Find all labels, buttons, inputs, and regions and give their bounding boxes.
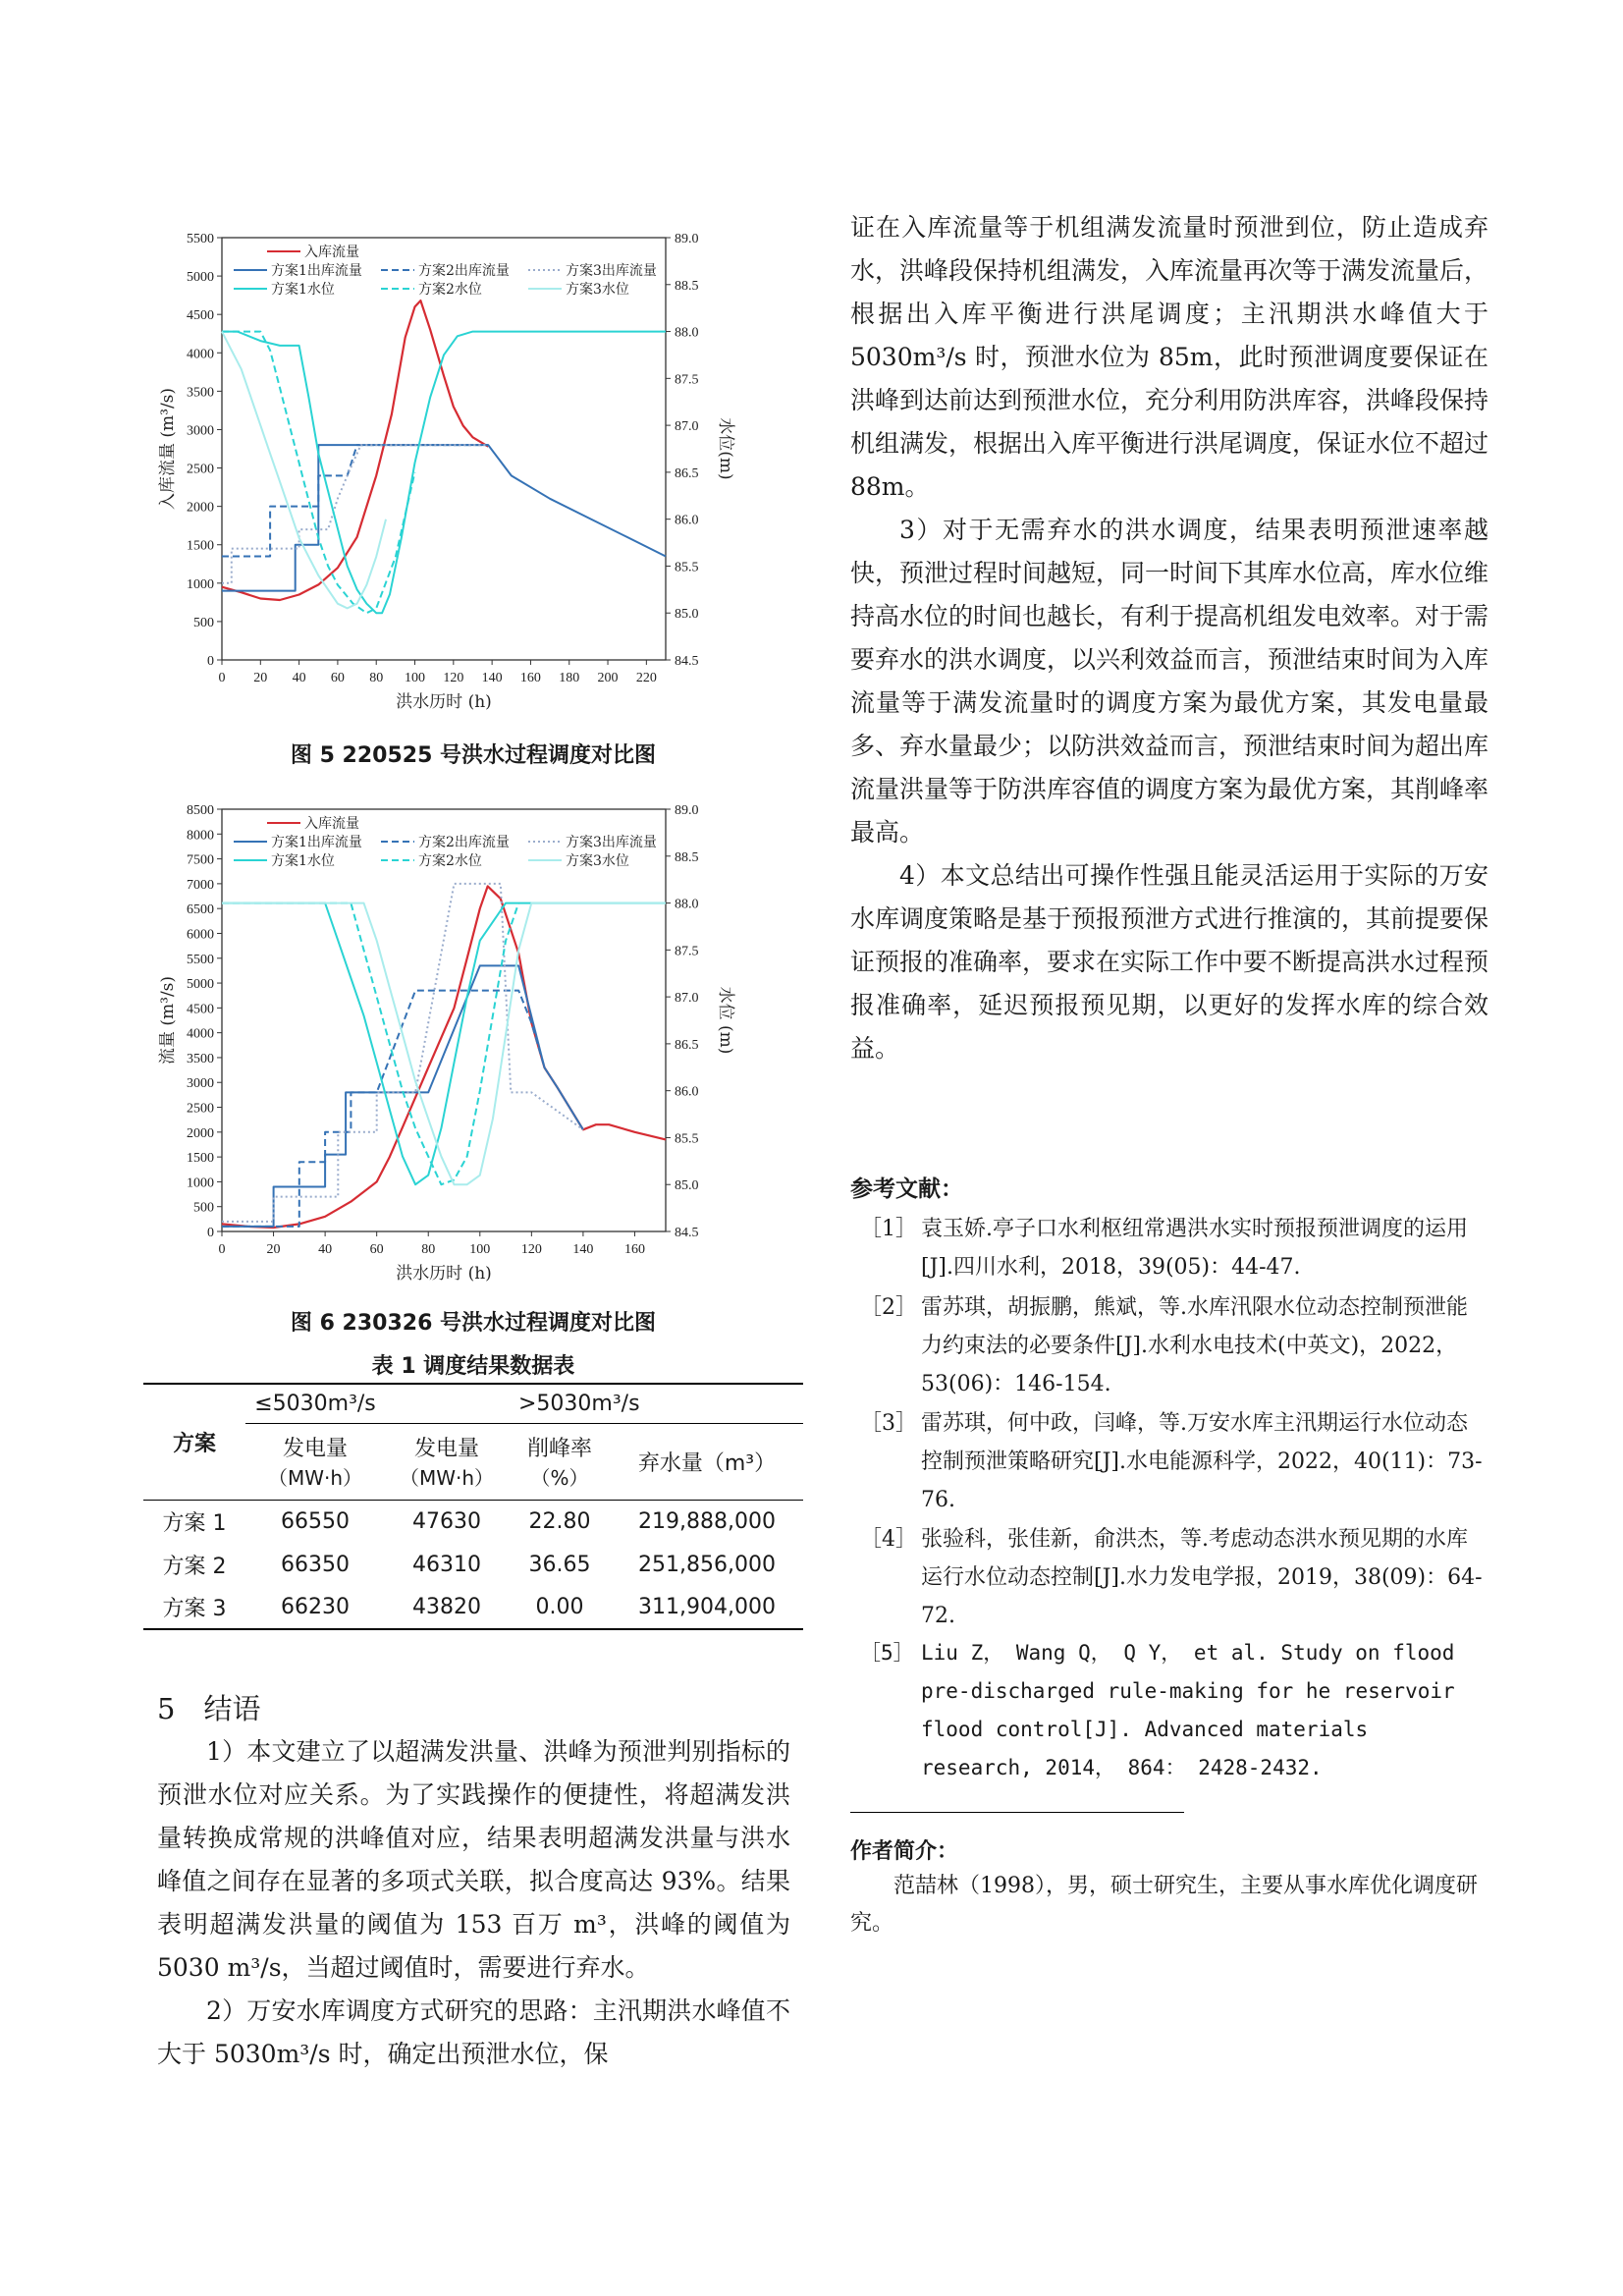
y2-tick-label: 89.0 xyxy=(675,803,699,818)
y2-tick-label: 84.5 xyxy=(675,654,699,669)
y2-tick-label: 87.5 xyxy=(675,372,699,388)
reference-text: 雷苏琪，胡振鹏，熊斌，等.水库汛限水位动态控制预泄能力约束法的必要条件[J].水利水电技术(中英文)，2022，53(06)：146-154. xyxy=(921,1295,1468,1396)
table-header-spill: 弃水量（m³） xyxy=(611,1423,803,1500)
section-5-paragraph-1: 1）本文建立了以超满发洪量、洪峰为预泄判别指标的预泄水位对应关系。为了实践操作的便捷性，将超满发洪量转换成常规的洪峰值对应，结果表明超满发洪量与洪水峰值之间存在显著的多项式关联，拟合度高达 93%。结果表明超满发洪量的阈值为 153 百万 m³，洪峰的阈值为 5030 m³/s，当超过阈值时，需要进行弃水。 xyxy=(157,1737,790,1982)
y2-tick-label: 88.0 xyxy=(675,325,699,341)
legend-label: 方案1出库流量 xyxy=(271,835,362,850)
x-tick-label: 80 xyxy=(421,1242,436,1257)
table-header-power1: 发电量 xyxy=(282,1437,348,1461)
conclusion-paragraph-3: 3）对于无需弃水的洪水调度，结果表明预泄速率越快，预泄过程时间越短，同一时间下其库水位高，库水位维持高水位的时间也越长，有利于提高机组发电效率。对于需要弃水的洪水调度，以兴利效益而言，预泄结束时间为入库流量等于满发流量时的调度方案为最优方案，其发电量最多、弃水量最少；以防洪效益而言，预泄结束时间为超出库流量洪量等于防洪库容值的调度方案为最优方案，其削峰率最高。 xyxy=(850,516,1489,847)
y-axis-label: 流量 (m³/s) xyxy=(158,975,178,1066)
legend-label: 方案3水位 xyxy=(566,853,629,869)
reference-number: ［3］ xyxy=(860,1411,917,1436)
x-tick-label: 100 xyxy=(469,1242,491,1257)
table-cell-scheme: 方案 2 xyxy=(162,1554,227,1579)
y-tick-label: 500 xyxy=(193,615,214,630)
reference-number: ［1］ xyxy=(860,1217,917,1241)
table-header-power2: 发电量 xyxy=(413,1437,479,1461)
table-row xyxy=(143,1586,803,1629)
table-cell-spill: 219,888,000 xyxy=(611,1500,803,1543)
figure-6-caption: 图 6 230326 号洪水过程调度对比图 xyxy=(290,1311,657,1336)
table-header-power2-unit: （MW·h） xyxy=(399,1466,495,1490)
series-line-2 xyxy=(222,965,583,1227)
table-row xyxy=(143,1500,803,1543)
series-line-7 xyxy=(222,903,666,1185)
conclusion-paragraph-4: 4）本文总结出可操作性强且能灵活运用于实际的万安水库调度策略是基于预报预泄方式进行推演的，其前提要保证预报的准确率，要求在实际工作中要不断提高洪水过程预报准确率，延迟预报预见期，以更好的发挥水库的综合效益。 xyxy=(850,861,1489,1063)
series-line-2 xyxy=(222,445,666,590)
section-5-paragraph-2: 2）万安水库调度方式研究的思路：主汛期洪水峰值不大于 5030m³/s 时，确定出预泄水位，保 xyxy=(157,1996,790,2068)
y-tick-label: 3500 xyxy=(187,385,214,401)
legend-label: 方案2水位 xyxy=(418,282,482,298)
legend-label: 入库流量 xyxy=(304,816,359,832)
reference-number: ［4］ xyxy=(860,1527,917,1552)
reference-item xyxy=(850,1404,1488,1519)
table-header-scheme: 方案 xyxy=(143,1384,245,1500)
legend-label: 方案1水位 xyxy=(271,853,335,869)
right-column-body xyxy=(850,206,1488,1070)
x-tick-label: 20 xyxy=(253,671,268,685)
y2-tick-label: 89.0 xyxy=(675,232,699,246)
section-5-body xyxy=(157,1730,790,2076)
y-tick-label: 4500 xyxy=(187,308,214,324)
x-axis-label: 洪水历时 (h) xyxy=(396,692,492,712)
legend-label: 方案2水位 xyxy=(418,853,482,869)
table-cell-power1: 66350 xyxy=(281,1552,350,1577)
y-tick-label: 5000 xyxy=(187,270,214,286)
plot-frame xyxy=(222,809,666,1231)
table-header-peak-unit: （%） xyxy=(530,1466,589,1490)
x-tick-label: 0 xyxy=(218,671,226,685)
series-line-3 xyxy=(222,991,545,1227)
y-tick-label: 1000 xyxy=(187,576,214,592)
y-tick-label: 0 xyxy=(207,654,214,669)
y-axis-label: 入库流量 (m³/s) xyxy=(158,387,178,511)
reference-number: ［2］ xyxy=(860,1295,917,1320)
x-tick-label: 40 xyxy=(292,671,306,685)
reference-text: Liu Z， Wang Q， Q Y， et al. Study on flood pre-discharged rule-making for he reservoir flood control[J]. Advanced materials research, 2014， 864： 2428-2432. xyxy=(921,1641,1455,1779)
y-tick-label: 1500 xyxy=(187,538,214,554)
table-header-power1-unit: （MW·h） xyxy=(267,1466,363,1490)
y-tick-label: 8000 xyxy=(187,828,214,844)
y-tick-label: 6500 xyxy=(187,902,214,918)
reference-text: 张验科，张佳新，俞洪杰，等.考虑动态洪水预见期的水库运行水位动态控制[J].水力发电学报，2019，38(09)：64-72. xyxy=(921,1527,1483,1628)
table-cell-scheme: 方案 1 xyxy=(143,1500,245,1543)
legend-label: 方案1出库流量 xyxy=(271,263,362,279)
x-tick-label: 100 xyxy=(405,671,426,685)
y2-tick-label: 85.5 xyxy=(675,1131,699,1147)
y-tick-label: 4500 xyxy=(187,1002,214,1017)
y-tick-label: 3500 xyxy=(187,1051,214,1066)
reference-item xyxy=(850,1210,1488,1286)
y2-tick-label: 87.0 xyxy=(675,991,699,1007)
table-cell-power2: 43820 xyxy=(385,1586,509,1629)
table-cell-spill: 311,904,000 xyxy=(611,1586,803,1629)
y-tick-label: 3000 xyxy=(187,1076,214,1092)
legend-label: 方案2出库流量 xyxy=(418,263,510,279)
x-tick-label: 160 xyxy=(623,1242,645,1257)
y2-axis-label: 水位 (m) xyxy=(716,986,735,1055)
y-tick-label: 7500 xyxy=(187,852,214,868)
y-tick-label: 3000 xyxy=(187,423,214,439)
table-cell-scheme: 方案 3 xyxy=(143,1586,245,1629)
y2-tick-label: 88.0 xyxy=(675,897,699,912)
series-line-5 xyxy=(222,903,666,1185)
y-tick-label: 1000 xyxy=(187,1175,214,1191)
y-tick-label: 5500 xyxy=(187,232,214,246)
reference-item xyxy=(850,1520,1488,1635)
figure-6 xyxy=(157,797,746,1288)
x-tick-label: 200 xyxy=(597,671,619,685)
y2-tick-label: 86.5 xyxy=(675,1037,699,1053)
y-tick-label: 7000 xyxy=(187,877,214,893)
y2-tick-label: 85.0 xyxy=(675,1178,699,1194)
y2-tick-label: 87.0 xyxy=(675,419,699,435)
x-tick-label: 140 xyxy=(481,671,503,685)
x-tick-label: 20 xyxy=(266,1242,281,1257)
x-tick-label: 80 xyxy=(369,671,384,685)
legend-label: 方案3出库流量 xyxy=(566,835,657,850)
y-tick-label: 8500 xyxy=(187,803,214,818)
x-tick-label: 60 xyxy=(369,1242,384,1257)
x-tick-label: 180 xyxy=(559,671,580,685)
y-tick-label: 2000 xyxy=(187,1125,214,1141)
legend-label: 方案2出库流量 xyxy=(418,835,510,850)
y-tick-label: 2500 xyxy=(187,1101,214,1117)
section-5-heading: 5 结语 xyxy=(157,1692,261,1725)
table-cell-peak: 22.80 xyxy=(509,1500,611,1543)
references-title: 参考文献： xyxy=(850,1176,963,1202)
y-tick-label: 5500 xyxy=(187,952,214,967)
table-cell-peak: 0.00 xyxy=(509,1586,611,1629)
y2-tick-label: 85.0 xyxy=(675,607,699,623)
y-tick-label: 4000 xyxy=(187,1026,214,1042)
y2-tick-label: 84.5 xyxy=(675,1226,699,1240)
reference-number: ［5］ xyxy=(860,1641,914,1665)
x-tick-label: 220 xyxy=(635,671,657,685)
author-divider xyxy=(850,1812,1184,1813)
y2-tick-label: 86.0 xyxy=(675,513,699,528)
y-tick-label: 4000 xyxy=(187,347,214,362)
y2-tick-label: 86.0 xyxy=(675,1084,699,1100)
legend-label: 方案1水位 xyxy=(271,282,335,298)
y2-tick-label: 86.5 xyxy=(675,465,699,481)
reference-item xyxy=(850,1634,1488,1787)
figure-5-chart xyxy=(157,226,746,717)
y-tick-label: 0 xyxy=(207,1226,214,1240)
x-tick-label: 0 xyxy=(218,1242,226,1257)
y-tick-label: 1500 xyxy=(187,1151,214,1167)
table-cell-spill: 251,856,000 xyxy=(638,1552,776,1577)
y2-axis-label: 水位(m) xyxy=(716,417,735,480)
y2-tick-label: 87.5 xyxy=(675,944,699,959)
reference-text: 袁玉娇.亭子口水利枢纽常遇洪水实时预报预泄调度的运用[J].四川水利，2018，39(05)：44-47. xyxy=(921,1217,1468,1280)
table-1-caption: 表 1 调度结果数据表 xyxy=(371,1354,575,1379)
series-line-4 xyxy=(222,884,583,1222)
x-tick-label: 60 xyxy=(330,671,345,685)
x-tick-label: 140 xyxy=(572,1242,594,1257)
x-tick-label: 160 xyxy=(519,671,541,685)
series-line-6 xyxy=(222,903,518,1185)
figure-6-chart xyxy=(157,797,746,1288)
reference-text: 雷苏琪，何中政，闫峰，等.万安水库主汛期运行水位动态控制预泄策略研究[J].水电能源科学，2022，40(11)：73-76. xyxy=(921,1411,1483,1512)
table-group-le: ≤5030m³/s xyxy=(254,1391,376,1416)
x-axis-label: 洪水历时 (h) xyxy=(396,1264,492,1284)
table-cell-power1: 66550 xyxy=(245,1500,385,1543)
author-title: 作者简介： xyxy=(850,1839,959,1864)
y-tick-label: 5000 xyxy=(187,977,214,993)
table-row xyxy=(143,1543,803,1586)
results-table xyxy=(143,1383,803,1630)
figure-5 xyxy=(157,226,746,717)
y-tick-label: 500 xyxy=(193,1200,214,1216)
table-cell-power2: 46310 xyxy=(412,1552,481,1577)
x-tick-label: 120 xyxy=(443,671,464,685)
paragraph-2-continued: 证在入库流量等于机组满发流量时预泄到位，防止造成弃水，洪峰段保持机组满发，入库流量再次等于满发流量后，根据出入库平衡进行洪尾调度；主汛期洪水峰值大于 5030m³/s 时，预泄水位为 85m，此时预泄调度要保证在洪峰到达前达到预泄水位，充分利用防洪库容，洪峰段保持机组满发，根据出入库平衡进行洪尾调度，保证水位不超过 88m。 xyxy=(850,213,1489,501)
y-tick-label: 6000 xyxy=(187,927,214,943)
figure-5-caption: 图 5 220525 号洪水过程调度对比图 xyxy=(290,743,657,768)
table-group-gt: >5030m³/s xyxy=(518,1391,640,1416)
y-tick-label: 2500 xyxy=(187,462,214,477)
x-tick-label: 120 xyxy=(520,1242,542,1257)
y2-tick-label: 85.5 xyxy=(675,560,699,575)
table-header-peak: 削峰率 xyxy=(526,1437,592,1461)
author-text: 范喆林（1998），男，硕士研究生，主要从事水库优化调度研究。 xyxy=(850,1874,1478,1936)
y-tick-label: 2000 xyxy=(187,500,214,516)
series-line-4 xyxy=(222,445,488,583)
legend-label: 入库流量 xyxy=(304,245,359,260)
x-tick-label: 40 xyxy=(318,1242,333,1257)
table-cell-power1: 66230 xyxy=(245,1586,385,1629)
table-cell-power2: 47630 xyxy=(385,1500,509,1543)
y2-tick-label: 88.5 xyxy=(675,278,699,294)
y2-tick-label: 88.5 xyxy=(675,849,699,865)
table-cell-peak: 36.65 xyxy=(528,1552,591,1577)
legend-label: 方案3水位 xyxy=(566,282,629,298)
reference-item xyxy=(850,1288,1488,1403)
legend-label: 方案3出库流量 xyxy=(566,263,657,279)
